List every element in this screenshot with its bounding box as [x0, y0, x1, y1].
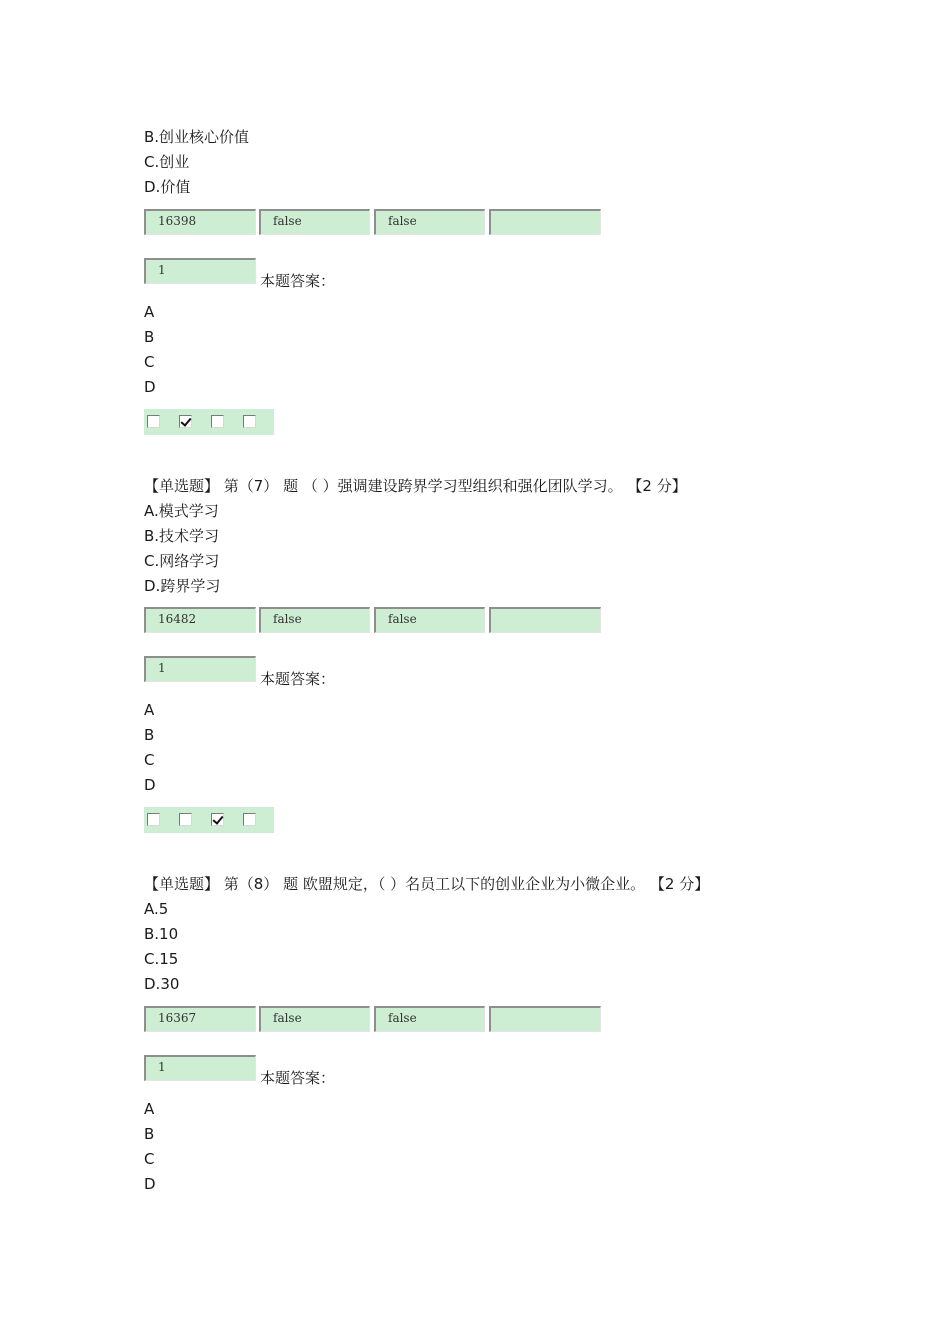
count-field[interactable]: 1 — [144, 258, 256, 284]
option-a: A.5 — [144, 900, 169, 918]
question-id-field[interactable]: 16482 — [144, 607, 256, 633]
option-b: B.创业核心价值 — [144, 128, 250, 146]
option-d: D.30 — [144, 975, 180, 993]
flag-field-2[interactable]: false — [374, 1006, 485, 1032]
answer-checkbox-bar — [144, 409, 274, 435]
checkbox-a[interactable] — [147, 813, 160, 826]
answer-letter-d: D — [144, 1175, 156, 1193]
empty-field[interactable] — [489, 209, 601, 235]
checkbox-d[interactable] — [243, 813, 256, 826]
answer-letter-c: C — [144, 1150, 155, 1168]
flag-field-1[interactable]: false — [259, 1006, 370, 1032]
answer-letter-d: D — [144, 776, 156, 794]
question-header: 【单选题】 第（8） 题 欧盟规定，（ ）名员工以下的创业企业为小微企业。 【2 分】 — [144, 875, 710, 893]
answer-letter-d: D — [144, 378, 156, 396]
option-c: C.创业 — [144, 153, 190, 171]
flag-field-2[interactable]: false — [374, 209, 485, 235]
question-header: 【单选题】 第（7） 题 （ ）强调建设跨界学习型组织和强化团队学习。 【2 分】 — [144, 477, 687, 495]
checkbox-d[interactable] — [243, 415, 256, 428]
answer-letter-b: B — [144, 726, 155, 744]
option-a: A.模式学习 — [144, 502, 219, 520]
answer-label: 本题答案： — [260, 1069, 336, 1087]
option-c: C.网络学习 — [144, 552, 220, 570]
flag-field-1[interactable]: false — [259, 209, 370, 235]
option-b: B.技术学习 — [144, 527, 220, 545]
checkbox-c[interactable] — [211, 415, 224, 428]
option-c: C.15 — [144, 950, 179, 968]
question-id-field[interactable]: 16367 — [144, 1006, 256, 1032]
count-field[interactable]: 1 — [144, 1055, 256, 1081]
answer-letter-c: C — [144, 353, 155, 371]
checkbox-a[interactable] — [147, 415, 160, 428]
answer-letter-c: C — [144, 751, 155, 769]
answer-letter-a: A — [144, 1100, 155, 1118]
answer-label: 本题答案： — [260, 670, 336, 688]
answer-letter-a: A — [144, 701, 155, 719]
empty-field[interactable] — [489, 607, 601, 633]
question-id-field[interactable]: 16398 — [144, 209, 256, 235]
answer-letter-b: B — [144, 328, 155, 346]
checkbox-c[interactable] — [211, 813, 224, 826]
answer-checkbox-bar — [144, 807, 274, 833]
option-d: D.跨界学习 — [144, 577, 221, 595]
checkbox-b[interactable] — [179, 813, 192, 826]
option-b: B.10 — [144, 925, 179, 943]
answer-letter-b: B — [144, 1125, 155, 1143]
flag-field-1[interactable]: false — [259, 607, 370, 633]
empty-field[interactable] — [489, 1006, 601, 1032]
flag-field-2[interactable]: false — [374, 607, 485, 633]
answer-label: 本题答案： — [260, 272, 336, 290]
option-d: D.价值 — [144, 178, 191, 196]
answer-letter-a: A — [144, 303, 155, 321]
count-field[interactable]: 1 — [144, 656, 256, 682]
checkbox-b[interactable] — [179, 415, 192, 428]
